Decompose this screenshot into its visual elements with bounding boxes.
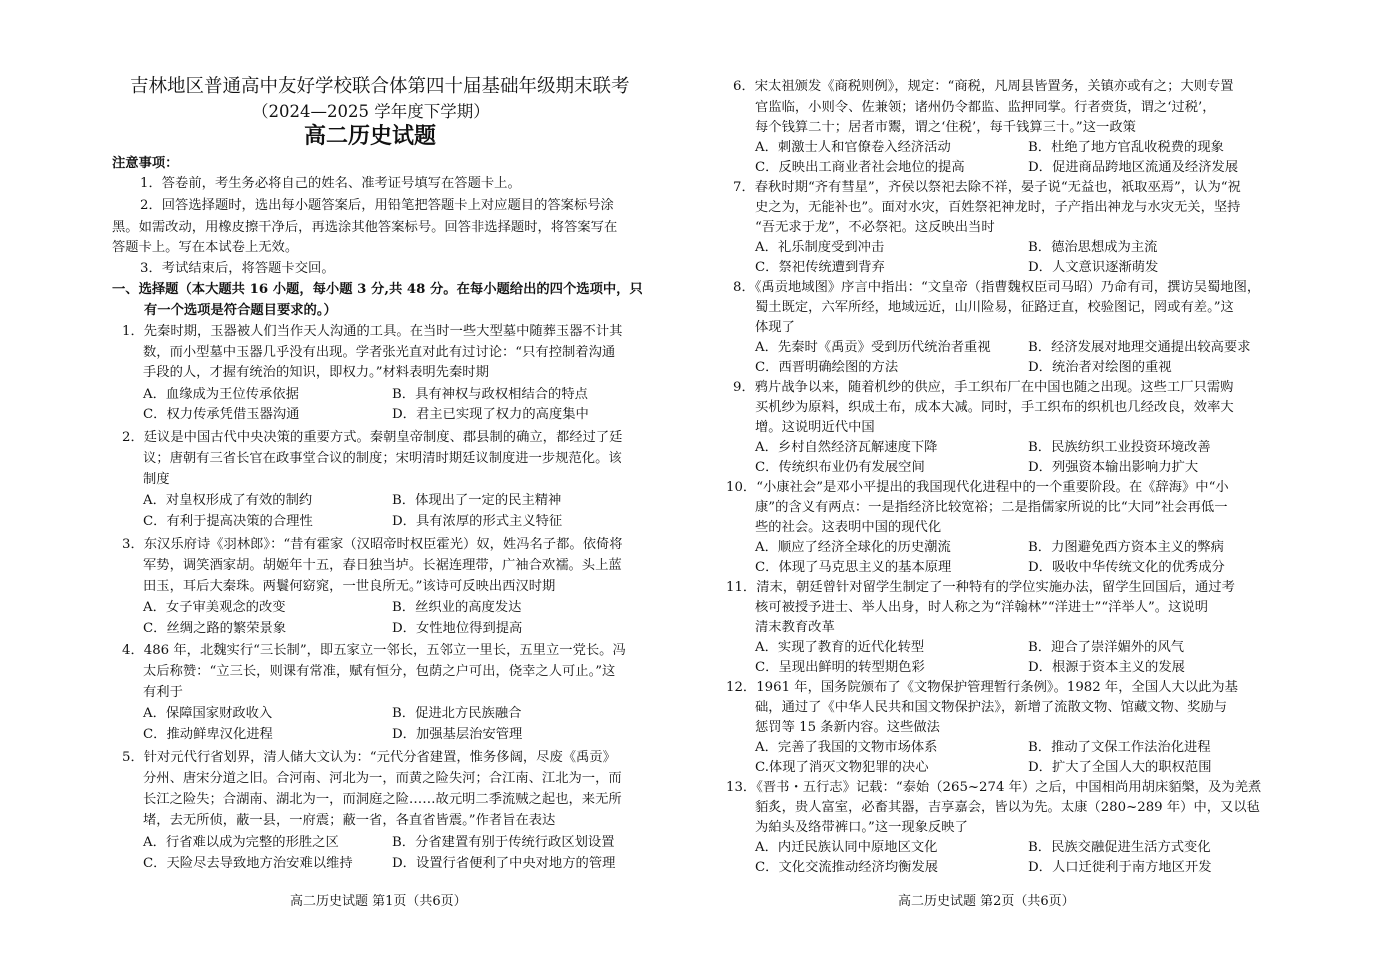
option-b: B．丝织业的高度发达 — [392, 600, 522, 615]
question-text: 买机纱为原料，织成土布，成本大减。同时，手工织布的织机也几经改良，效率大 — [755, 400, 1234, 415]
option-d: D．统治者对绘图的重视 — [1028, 360, 1172, 375]
question-text: 些的社会。这表明中国的现代化 — [755, 520, 942, 535]
option-b: B．力图避免西方资本主义的弊病 — [1028, 540, 1224, 555]
option-d: D．人口迁徙利于南方地区开发 — [1028, 860, 1212, 875]
option-b: B．杜绝了地方官乱收税费的现象 — [1028, 140, 1224, 155]
option-d: D．加强基层治安管理 — [392, 727, 523, 742]
option-a: A．完善了我国的文物市场体系 — [755, 740, 938, 755]
option-a: A．保障国家财政收入 — [143, 706, 273, 721]
question-text: 5．针对元代行省划界，清人储大文认为：“元代分省建置，惟务侈阔，尽废《禹贡》 — [122, 750, 616, 765]
option-c: C．反映出工商业者社会地位的提高 — [755, 160, 965, 175]
question-text: 1．先秦时期，玉器被人们当作天人沟通的工具。在当时一些大型墓中随葬玉器不计其 — [122, 324, 623, 339]
option-b: B．促进北方民族融合 — [392, 706, 522, 721]
option-c: C．祭祀传统遭到背弃 — [755, 260, 885, 275]
option-b: B．经济发展对地理交通提出较高要求 — [1028, 340, 1251, 355]
option-a: A．礼乐制度受到冲击 — [755, 240, 885, 255]
option-c: C．天险尽去导致地方治安难以维持 — [143, 856, 353, 871]
section-heading: 一、选择题（本大题共 16 小题，每小题 3 分,共 48 分。在每小题给出的四个选项中，只 — [112, 282, 643, 297]
section-heading-cont: 有一个选项是符合题目要求的。） — [144, 303, 337, 318]
note-3: 3．考试结束后，将答题卡交回。 — [140, 261, 335, 276]
question-text: 蜀土既定，六军所经，地域远近，山川险易，征路迂直，校验图记，罔或有差。”这 — [755, 300, 1234, 315]
option-c: C．体现了马克思主义的基本原理 — [755, 560, 952, 575]
question-text: 田玉，耳后大秦珠。两鬟何窈窕，一世良所无。”该诗可反映出西汉时期 — [143, 579, 556, 594]
option-b: B．推动了文保工作法治化进程 — [1028, 740, 1211, 755]
notes-heading: 注意事项： — [112, 156, 179, 171]
option-b: B．民族交融促进生活方式变化 — [1028, 840, 1211, 855]
option-d: D．促进商品跨地区流通及经济发展 — [1028, 160, 1239, 175]
page-footer: 高二历史试题 第1页（共6页） — [290, 894, 467, 909]
option-a: A．女子审美观念的改变 — [143, 600, 286, 615]
question-text: 官监临，小则令、佐兼领；诸州仍令都监、监押同掌。行者赍货，谓之‘过税’， — [755, 100, 1216, 115]
question-text: 9．鸦片战争以来，随着机纱的供应，手工织布厂在中国也随之出现。这些工厂只需购 — [733, 380, 1234, 395]
question-text: 为絈头及络带裤口。”这一现象反映了 — [755, 820, 968, 835]
option-c: C．传统织布业仍有发展空间 — [755, 460, 925, 475]
option-b: B．体现出了一定的民主精神 — [392, 493, 562, 508]
exam-title: 吉林地区普通高中友好学校联合体第四十届基础年级期末联考 — [130, 76, 630, 97]
question-text: 础，通过了《中华人民共和国文物保护法》，新增了流散文物、馆藏文物、奖励与 — [755, 700, 1228, 715]
option-c: C.体现了消灭文物犯罪的决心 — [755, 760, 929, 775]
option-a: A．行省难以成为完整的形胜之区 — [143, 835, 339, 850]
option-a: A．刺激士人和官僚卷入经济活动 — [755, 140, 951, 155]
question-text: 貊炙，贵人富室，必畜其器，吉享嘉会，皆以为先。太康（280~289 年）中，又以毡 — [755, 800, 1260, 815]
option-c: C．文化交流推动经济均衡发展 — [755, 860, 939, 875]
question-text: 清末教育改革 — [755, 620, 835, 635]
option-d: D．列强资本输出影响力扩大 — [1028, 460, 1199, 475]
question-text: 手段的人，才握有统治的知识，即权力。”材料表明先秦时期 — [143, 365, 489, 380]
option-a: A．先秦时《禹贡》受到历代统治者重视 — [755, 340, 991, 355]
subject-title: 高二历史试题 — [304, 123, 437, 149]
option-c: C．有利于提高决策的合理性 — [143, 514, 313, 529]
question-text: 体现了 — [755, 320, 795, 335]
question-text: 4．486 年，北魏实行“三长制”，即五家立一邻长，五邻立一里长，五里立一党长。冯 — [122, 643, 626, 658]
option-d: D．设置行省便利了中央对地方的管理 — [392, 856, 616, 871]
question-text: 13．《晋书・五行志》记载：“泰始（265~274 年）之后，中国相尚用胡床貊槃，及为羌煮 — [726, 780, 1262, 795]
question-text: 3．东汉乐府诗《羽林郎》：“昔有霍家（汉昭帝时权臣霍光）奴，姓冯名子都。依倚将 — [122, 537, 623, 552]
question-text: 6．宋太祖颁发《商税则例》，规定：“商税，凡周县皆置务，关镇亦或有之；大则专置 — [733, 79, 1234, 94]
option-b: B．具有神权与政权相结合的特点 — [392, 387, 588, 402]
option-a: A．对皇权形成了有效的制约 — [143, 493, 313, 508]
question-text: 每个钱算二十；居者市鬻，谓之‘住税’，每千钱算三十。”这一政策 — [755, 120, 1136, 135]
question-text: “吾无求于龙”，不必祭祀。这反映出当时 — [755, 220, 995, 235]
question-text: 10．“小康社会”是邓小平提出的我国现代化进程中的一个重要阶段。在《辞海》中“小 — [726, 480, 1229, 495]
option-a: A．血缘成为王位传承依据 — [143, 387, 299, 402]
option-c: C．权力传承凭借玉器沟通 — [143, 407, 300, 422]
question-text: 长江之险失；合湖南、湖北为一，而洞庭之险……故元明二季流贼之起也，来无所 — [143, 792, 622, 807]
option-d: D．根源于资本主义的发展 — [1028, 660, 1185, 675]
option-a: A．实现了教育的近代化转型 — [755, 640, 925, 655]
question-text: 8．《禹贡地域图》序言中指出：“文皇帝（指曹魏权臣司马昭）乃命有司，撰访吴蜀地图， — [733, 280, 1261, 295]
question-text: 核可被授予进士、举人出身，时人称之为“洋翰林”“洋进士”“洋举人”。这说明 — [755, 600, 1208, 615]
question-text: 太后称赞：“立三长，则课有常准，赋有恒分，包荫之户可出，侥幸之人可止。”这 — [143, 664, 616, 679]
note-1: 1．答卷前，考生务必将自己的姓名、准考证号填写在答题卡上。 — [140, 176, 521, 191]
question-text: 议；唐朝有三省长官在政事堂合议的制度；宋明清时期廷议制度进一步规范化。该 — [143, 451, 622, 466]
option-a: A．顺应了经济全球化的历史潮流 — [755, 540, 951, 555]
option-b: B．迎合了崇洋媚外的风气 — [1028, 640, 1185, 655]
option-c: C．推动鲜卑汉化进程 — [143, 727, 273, 742]
question-text: 分州、唐宋分道之旧。合河南、河北为一，而黄之险失河；合江南、江北为一，而 — [143, 771, 622, 786]
option-b: B．民族纺织工业投资环境改善 — [1028, 440, 1211, 455]
option-d: D．具有浓厚的形式主义特征 — [392, 514, 563, 529]
question-text: 康”的含义有两点：一是指经济比较宽裕；二是指儒家所说的比“大同”社会再低一 — [755, 500, 1228, 515]
option-b: B．分省建置有别于传统行政区划设置 — [392, 835, 615, 850]
question-text: 增。这说明近代中国 — [755, 420, 875, 435]
option-c: C．西晋明确绘图的方法 — [755, 360, 899, 375]
option-d: D．君主已实现了权力的高度集中 — [392, 407, 589, 422]
question-text: 堵，去无所侦，蔽一县，一府震；蔽一省，各直省皆震。”作者旨在表达 — [143, 813, 556, 828]
option-a: A．内迁民族认同中原地区文化 — [755, 840, 938, 855]
question-text: 12．1961 年，国务院颁布了《文物保护管理暂行条例》。1982 年，全国人大以此为基 — [726, 680, 1238, 695]
option-c: C．呈现出鲜明的转型期色彩 — [755, 660, 925, 675]
page-footer: 高二历史试题 第2页（共6页） — [898, 894, 1075, 909]
question-text: 制度 — [143, 472, 170, 487]
question-text: 7．春秋时期“齐有彗星”，齐侯以祭祀去除不祥，晏子说“无益也，祇取巫焉”，认为“祝 — [733, 180, 1241, 195]
option-b: B．德治思想成为主流 — [1028, 240, 1158, 255]
option-c: C．丝绸之路的繁荣景象 — [143, 621, 287, 636]
option-d: D．扩大了全国人大的职权范围 — [1028, 760, 1212, 775]
note-2-cont: 黑。如需改动，用橡皮擦干净后，再选涂其他答案标号。回答非选择题时，将答案写在 — [112, 220, 618, 235]
school-year: （2024—2025 学年度下学期） — [252, 102, 490, 121]
option-d: D．人文意识逐渐萌发 — [1028, 260, 1159, 275]
question-text: 军势，调笑酒家胡。胡姬年十五，春日独当垆。长裾连理带，广袖合欢襦。头上蓝 — [143, 558, 622, 573]
question-text: 2．廷议是中国古代中央决策的重要方式。秦朝皇帝制度、郡县制的确立，都经过了廷 — [122, 430, 623, 445]
option-d: D．女性地位得到提高 — [392, 621, 523, 636]
note-2: 2．回答选择题时，选出每小题答案后，用铅笔把答题卡上对应题目的答案标号涂 — [140, 198, 614, 213]
option-d: D．吸收中华传统文化的优秀成分 — [1028, 560, 1225, 575]
question-text: 数，而小型墓中玉器几乎没有出现。学者张光直对此有过讨论：“只有控制着沟通 — [143, 345, 616, 360]
question-text: 惩罚等 15 条新内容。这些做法 — [755, 720, 940, 735]
note-2-cont: 答题卡上。写在本试卷上无效。 — [112, 240, 299, 255]
question-text: 11．清末，朝廷曾针对留学生制定了一种特有的学位实施办法，留学生回国后，通过考 — [726, 580, 1235, 595]
question-text: 有利于 — [143, 685, 183, 700]
question-text: 史之为，无能补也”。面对水灾，百姓祭祀神龙时，子产指出神龙与水灾无关，坚持 — [755, 200, 1241, 215]
option-a: A．乡村自然经济瓦解速度下降 — [755, 440, 938, 455]
